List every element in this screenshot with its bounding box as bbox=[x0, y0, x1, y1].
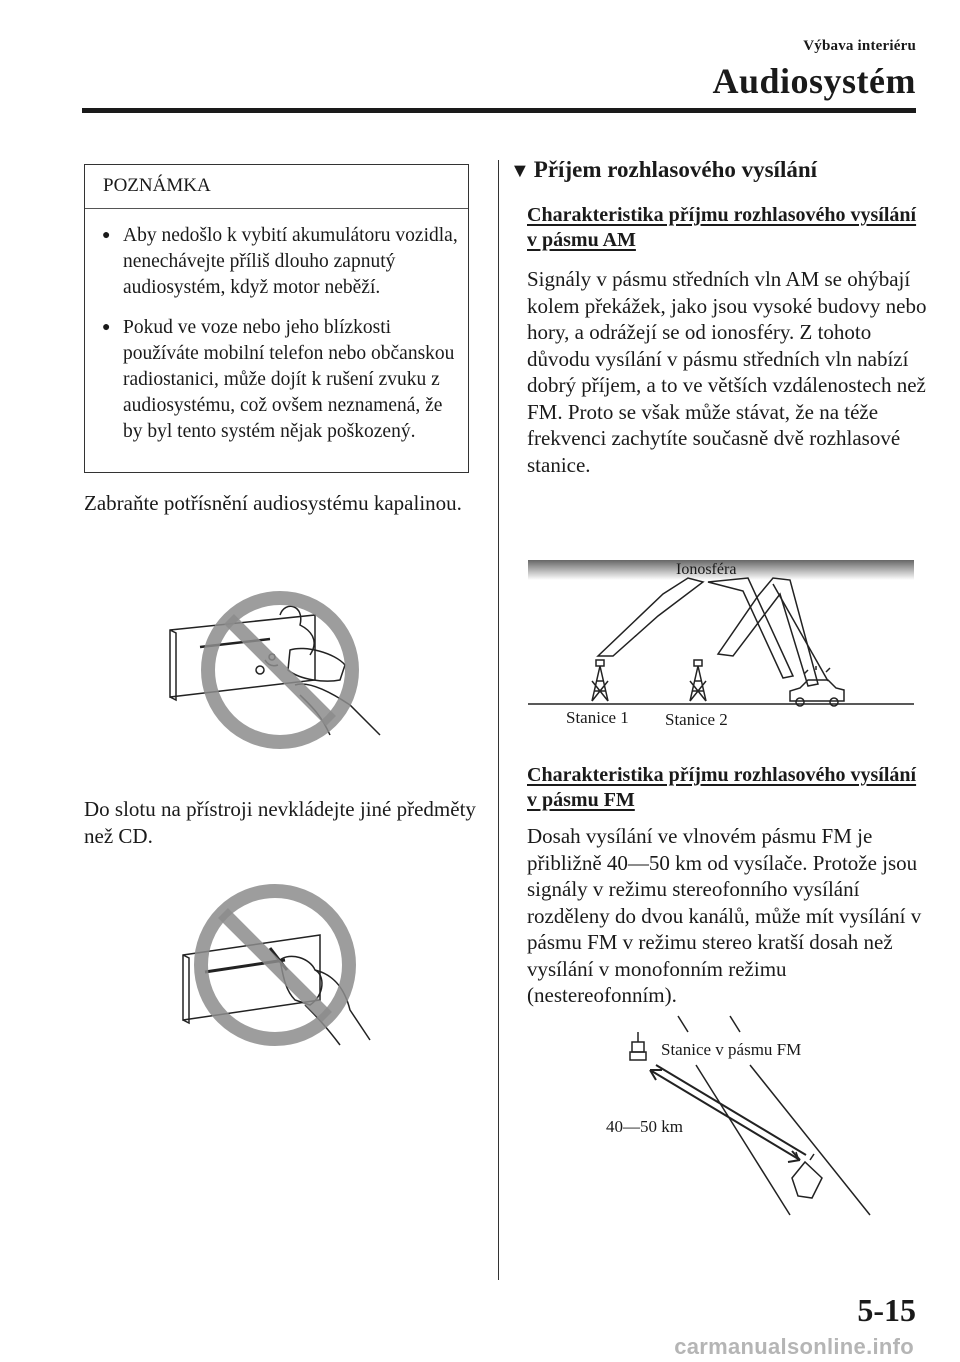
station-1-label: Stanice 1 bbox=[566, 708, 629, 727]
note-item bbox=[85, 315, 468, 445]
prohibition-sign-icon bbox=[208, 598, 352, 742]
liquid-warning-text: Zabraňte potřísnění audiosystému kapalinou. bbox=[84, 491, 462, 515]
note-heading: POZNÁMKA bbox=[85, 165, 468, 209]
note-item-text: Aby nedošlo k vybití akumulátoru vozidla, nenechávejte příliš dlouho zapnutý audiosystém, když motor neběží. bbox=[123, 225, 458, 298]
page-number: 5-15 bbox=[857, 1292, 916, 1328]
road-left-edge bbox=[696, 1065, 790, 1215]
fm-text: Dosah vysílání ve vlnovém pásmu FM je přibližně 40―50 km od vysílače. Protože jsou signály v režimu stereofonního vysílání rozděleny do dvou kanálů, může mít vysílání v pásmu FM v režimu stereo kratší dosah než vysílání v monofonním režimu (nestereofonním). bbox=[527, 824, 922, 1007]
am-text: Signály v pásmu středních vln AM se ohýbají kolem překážek, jako jsou vysoké budovy nebo hory, a odrážejí se od ionosféry. Z tohoto důvodu vysílání v pásmu středních vln nabízí dobrý příjem, a to ve větších vzdálenostech než FM. Proto se však může stávat, že na téže frekvenci zachytíte současně dvě rozhlasové stanice. bbox=[527, 267, 927, 477]
column-divider bbox=[498, 160, 499, 1280]
bullet-icon: ● bbox=[102, 228, 111, 243]
bullet-icon: ● bbox=[102, 320, 111, 335]
tower-1-icon bbox=[592, 666, 608, 701]
range-arrow bbox=[650, 1065, 806, 1160]
am-heading: Charakteristika příjmu rozhlasového vysílání v pásmu AM bbox=[527, 204, 917, 251]
tower-2-icon bbox=[690, 666, 706, 701]
triangle-marker-icon: ▼ bbox=[510, 160, 530, 182]
fm-station-label: Stanice v pásmu FM bbox=[661, 1040, 802, 1059]
page-title: Audiosystém bbox=[712, 61, 916, 101]
cd-slot-warning-text: Do slotu na přístroji nevkládejte jiné předměty než CD. bbox=[84, 797, 476, 848]
fm-distance-label: 40―50 km bbox=[606, 1117, 683, 1136]
cup-icon bbox=[288, 648, 345, 681]
am-wave-1 bbox=[598, 578, 703, 656]
header-rule bbox=[82, 108, 916, 113]
note-item bbox=[85, 223, 468, 301]
station-2-label: Stanice 2 bbox=[665, 710, 728, 729]
watermark: carmanualsonline.info bbox=[674, 1334, 914, 1359]
note-item-text: Pokud ve voze nebo jeho blízkosti používáte mobilní telefon nebo občanskou radiostanici, může dojít k rušení zvuku z audiosystému, což ovšem neznamená, že by byl tento systém nějak poškozený. bbox=[123, 317, 455, 442]
section-title-text: Příjem rozhlasového vysílání bbox=[533, 157, 818, 182]
no-foreign-object-illustration bbox=[175, 880, 385, 1050]
ionosphere-label: Ionosféra bbox=[676, 561, 737, 578]
fm-station-icon bbox=[632, 1042, 644, 1052]
prohibition-sign-icon bbox=[201, 891, 349, 1039]
section-title bbox=[510, 157, 817, 183]
no-liquid-illustration bbox=[160, 585, 390, 750]
am-wave-3 bbox=[718, 578, 818, 686]
am-reception-diagram bbox=[528, 556, 914, 716]
fm-heading: Charakteristika příjmu rozhlasového vysílání v pásmu FM bbox=[527, 764, 917, 811]
note-box bbox=[84, 164, 469, 473]
car-icon bbox=[792, 1162, 822, 1198]
header-section: Výbava interiéru bbox=[803, 38, 916, 54]
